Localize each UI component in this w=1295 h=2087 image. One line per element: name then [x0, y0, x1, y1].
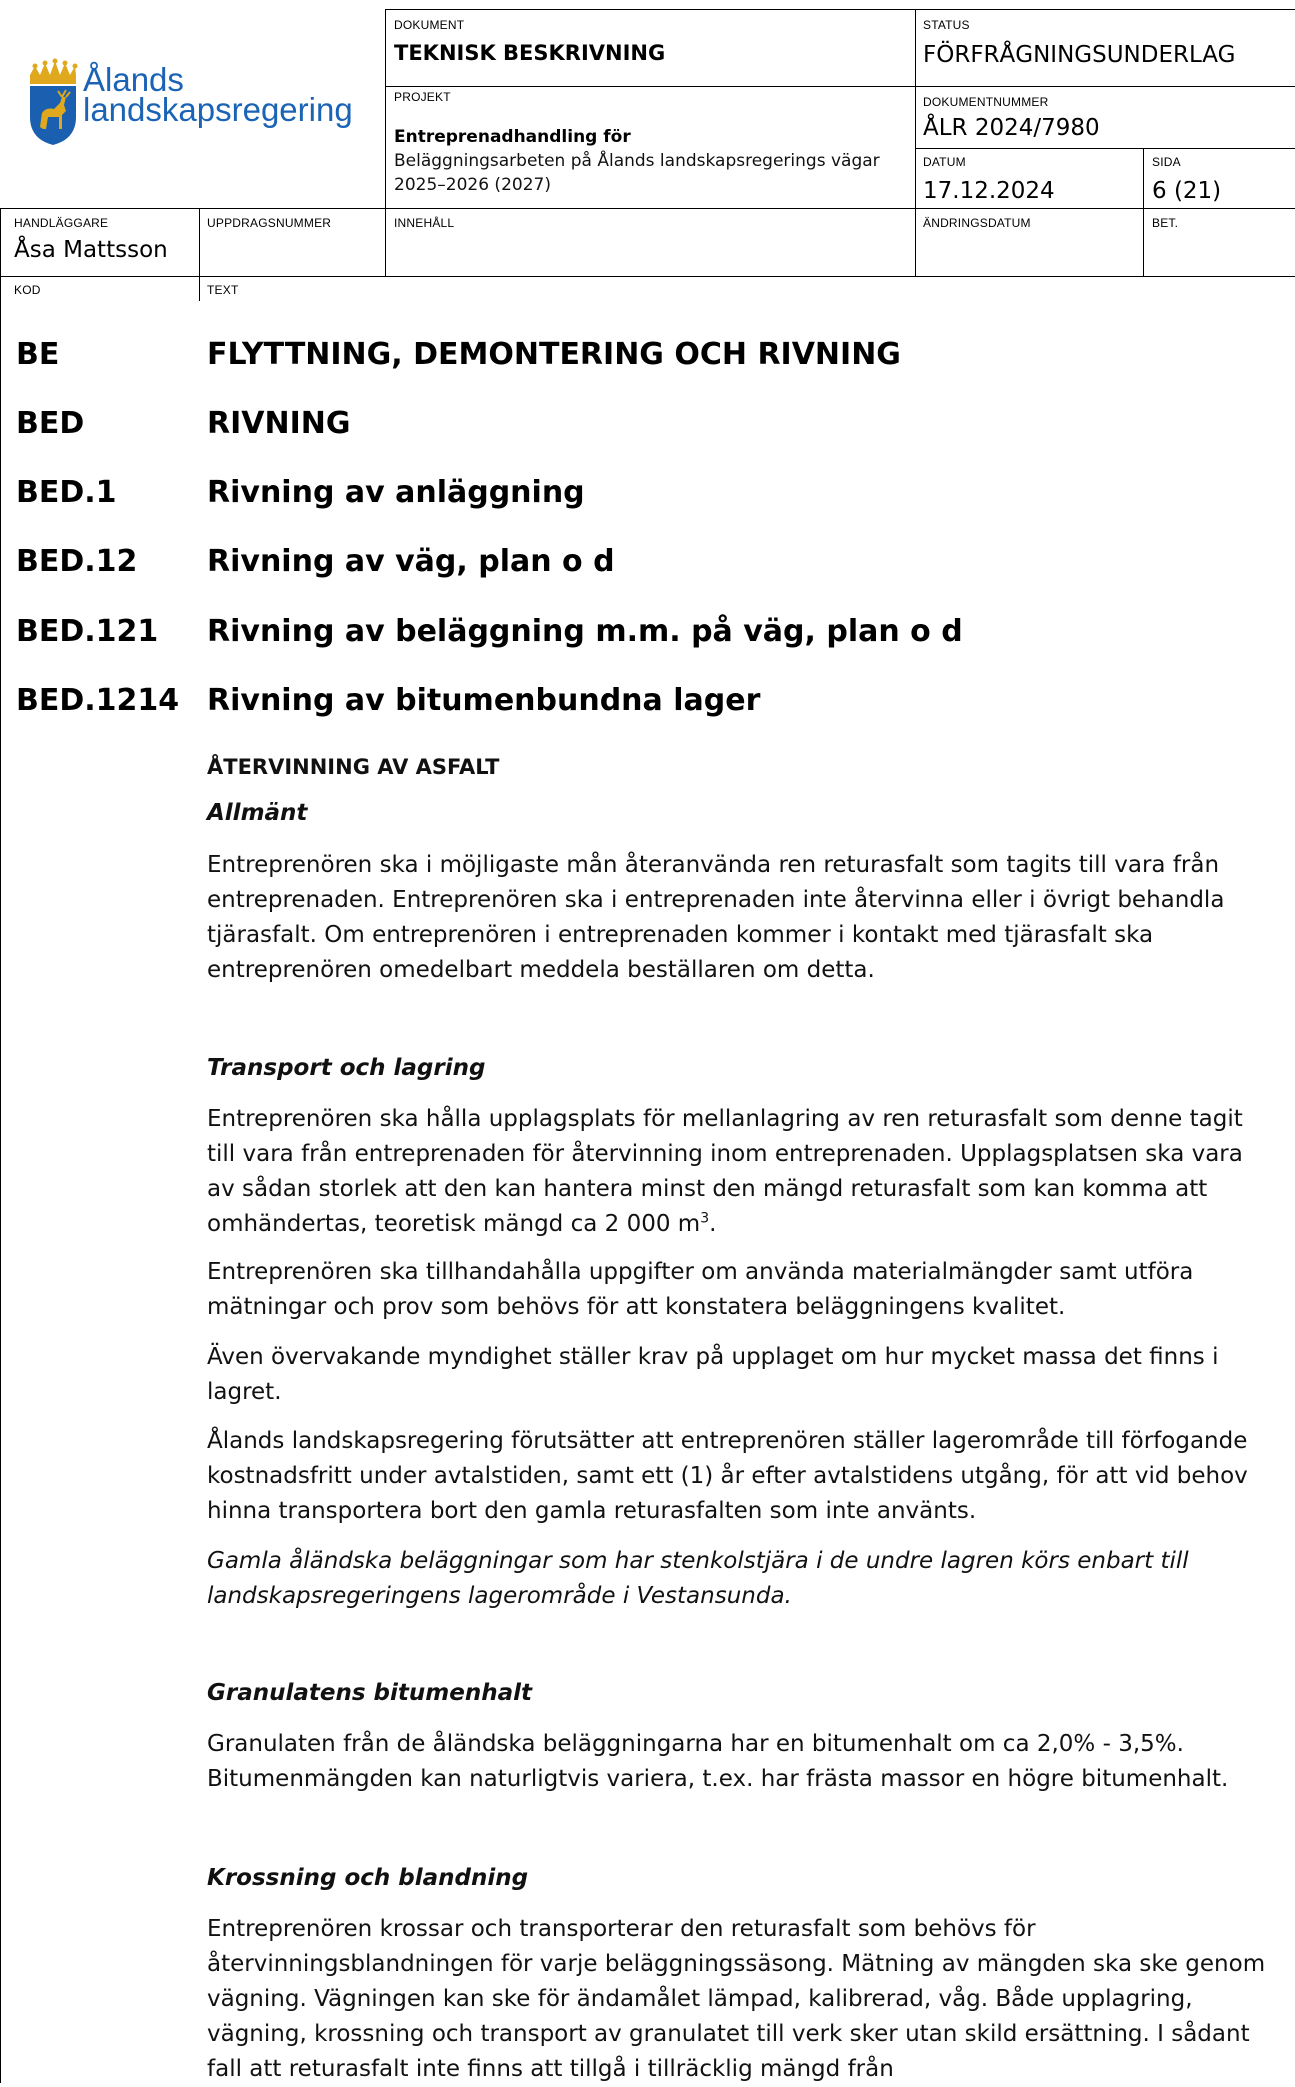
header-vline-3 [1143, 148, 1144, 276]
dokumentnummer-value: ÅLR 2024/7980 [923, 115, 1100, 141]
status-value: FÖRFRÅGNINGSUNDERLAG [923, 42, 1236, 68]
header-top-line [385, 9, 1295, 10]
granulat-paragraph [207, 1727, 1277, 1797]
granulat-text: Granulaten från de åländska beläggningarna har en bitumenhalt om ca 2,0% - 3,5%. Bitumenmängden kan naturligtvis variera, t.ex. har frästa massor en högre bitumenhalt. [207, 1731, 1229, 1792]
heading-code-be: BE [16, 337, 60, 372]
datum-label: DATUM [923, 155, 966, 169]
transport-text-1: Entreprenören ska hålla upplagsplats för mellanlagring av ren returasfalt som denne tagit till vara från entreprenaden för återvinning inom entreprenaden. Upplagsplatsen ska vara av sådan storlek att den kan hantera minst den mängd returasfalt som kan komma att omhändertas, teoretisk mängd ca 2 000 m [207, 1106, 1243, 1237]
andringsdatum-label: ÄNDRINGSDATUM [923, 216, 1031, 230]
transport-text-3: Även övervakande myndighet ställer krav på upplaget om hur mycket massa det finns i lagret. [207, 1344, 1219, 1405]
granulat-heading: Granulatens bitumenhalt [207, 1680, 532, 1706]
dokumentnummer-label: DOKUMENTNUMMER [923, 95, 1049, 109]
transport-text-4: Ålands landskapsregering förutsätter att entreprenören ställer lagerområde till förfogande kostnadsfritt under avtalstiden, samt ett (1) år efter avtalstidens utgång, för att vid behov hinna transportera bort den gamla returasfalten som inte använts. [207, 1428, 1248, 1524]
heading-title-bed-12: Rivning av väg, plan o d [207, 544, 615, 579]
section-title: ÅTERVINNING AV ASFALT [207, 755, 500, 779]
header-vline-2 [915, 9, 916, 276]
handlaggare-label: HANDLÄGGARE [14, 216, 109, 230]
heading-title-be: FLYTTNING, DEMONTERING OCH RIVNING [207, 337, 901, 372]
heading-code-bed-12: BED.12 [16, 544, 138, 579]
logo-text-line2: landskapsregering [83, 91, 353, 128]
projekt-title: Entreprenadhandling för [394, 127, 631, 147]
transport-paragraph-3 [207, 1340, 1277, 1410]
allmant-paragraph [207, 848, 1277, 988]
header-vline-4 [199, 208, 200, 301]
sida-label: SIDA [1152, 155, 1181, 169]
header-vline-1 [385, 9, 386, 276]
cubic-superscript: 3 [700, 1210, 710, 1227]
organization-logo [26, 55, 371, 145]
transport-text-1-end: . [709, 1211, 717, 1237]
heading-title-bed: RIVNING [207, 406, 351, 441]
innehall-label: INNEHÅLL [394, 216, 455, 230]
bet-label: BET. [1152, 216, 1179, 230]
transport-paragraph-4 [207, 1424, 1277, 1529]
allmant-heading: Allmänt [207, 800, 308, 826]
heading-title-bed-121: Rivning av beläggning m.m. på väg, plan o d [207, 614, 963, 649]
transport-text-5: Gamla åländska beläggningar som har stenkolstjära i de undre lagren körs enbart till landskapsregeringens lagerområde i Vestansunda. [207, 1548, 1189, 1609]
page-left-border [0, 208, 1, 2083]
logo-text-line1: Ålands [83, 61, 184, 98]
projekt-description: Beläggningsarbeten på Ålands landskapsregerings vägar 2025–2026 (2027) [394, 151, 880, 195]
text-label: TEXT [207, 283, 239, 297]
kod-label: KOD [14, 283, 41, 297]
allmant-text: Entreprenören ska i möjligaste mån återanvända ren returasfalt som tagits till vara från entreprenaden. Entreprenören ska i entreprenaden inte återvinna eller i övrigt behandla tjärasfalt. Om entreprenören i entreprenaden kommer i kontakt med tjärasfalt ska entreprenören omedelbart meddela beställaren om detta. [207, 852, 1225, 983]
transport-paragraph-2 [207, 1255, 1277, 1325]
heading-code-bed: BED [16, 406, 85, 441]
dokument-label: DOKUMENT [394, 18, 465, 32]
header-line-row4 [0, 276, 1295, 277]
status-label: STATUS [923, 18, 970, 32]
heading-code-bed-121: BED.121 [16, 614, 159, 649]
transport-paragraph-5 [207, 1544, 1277, 1614]
krossning-heading: Krossning och blandning [207, 1865, 529, 1891]
header-line-row3 [0, 208, 1295, 209]
uppdragsnummer-label: UPPDRAGSNUMMER [207, 216, 332, 230]
dokument-value: TEKNISK BESKRIVNING [394, 41, 666, 65]
heading-title-bed-1214: Rivning av bitumenbundna lager [207, 683, 761, 718]
datum-value: 17.12.2024 [923, 178, 1055, 204]
krossning-paragraph [207, 1912, 1277, 2087]
heading-title-bed-1: Rivning av anläggning [207, 475, 585, 510]
header-line-row2 [915, 148, 1295, 149]
heading-code-bed-1214: BED.1214 [16, 683, 180, 718]
transport-paragraph-1 [207, 1102, 1277, 1242]
projekt-label: PROJEKT [394, 90, 451, 104]
transport-text-2: Entreprenören ska tillhandahålla uppgifter om använda materialmängder samt utföra mätningar och prov som behövs för att konstatera beläggningens kvalitet. [207, 1259, 1194, 1320]
krossning-text: Entreprenören krossar och transporterar den returasfalt som behövs för återvinningsblandningen för varje beläggningssäsong. Mätning av mängden ska ske genom vägning. Vägningen kan ske för ändamålet lämpad, kalibrerad, våg. Både upplagring, vägning, krossning och transport av granulatet till verk sker utan skild ersättning. I sådant fall att returasfalt inte finns att tillgå i tillräcklig mängd från [207, 1916, 1266, 2082]
sida-value: 6 (21) [1152, 178, 1222, 204]
handlaggare-value: Åsa Mattsson [14, 237, 168, 263]
transport-heading: Transport och lagring [207, 1055, 486, 1081]
header-line-row1 [385, 86, 1295, 87]
heading-code-bed-1: BED.1 [16, 475, 117, 510]
